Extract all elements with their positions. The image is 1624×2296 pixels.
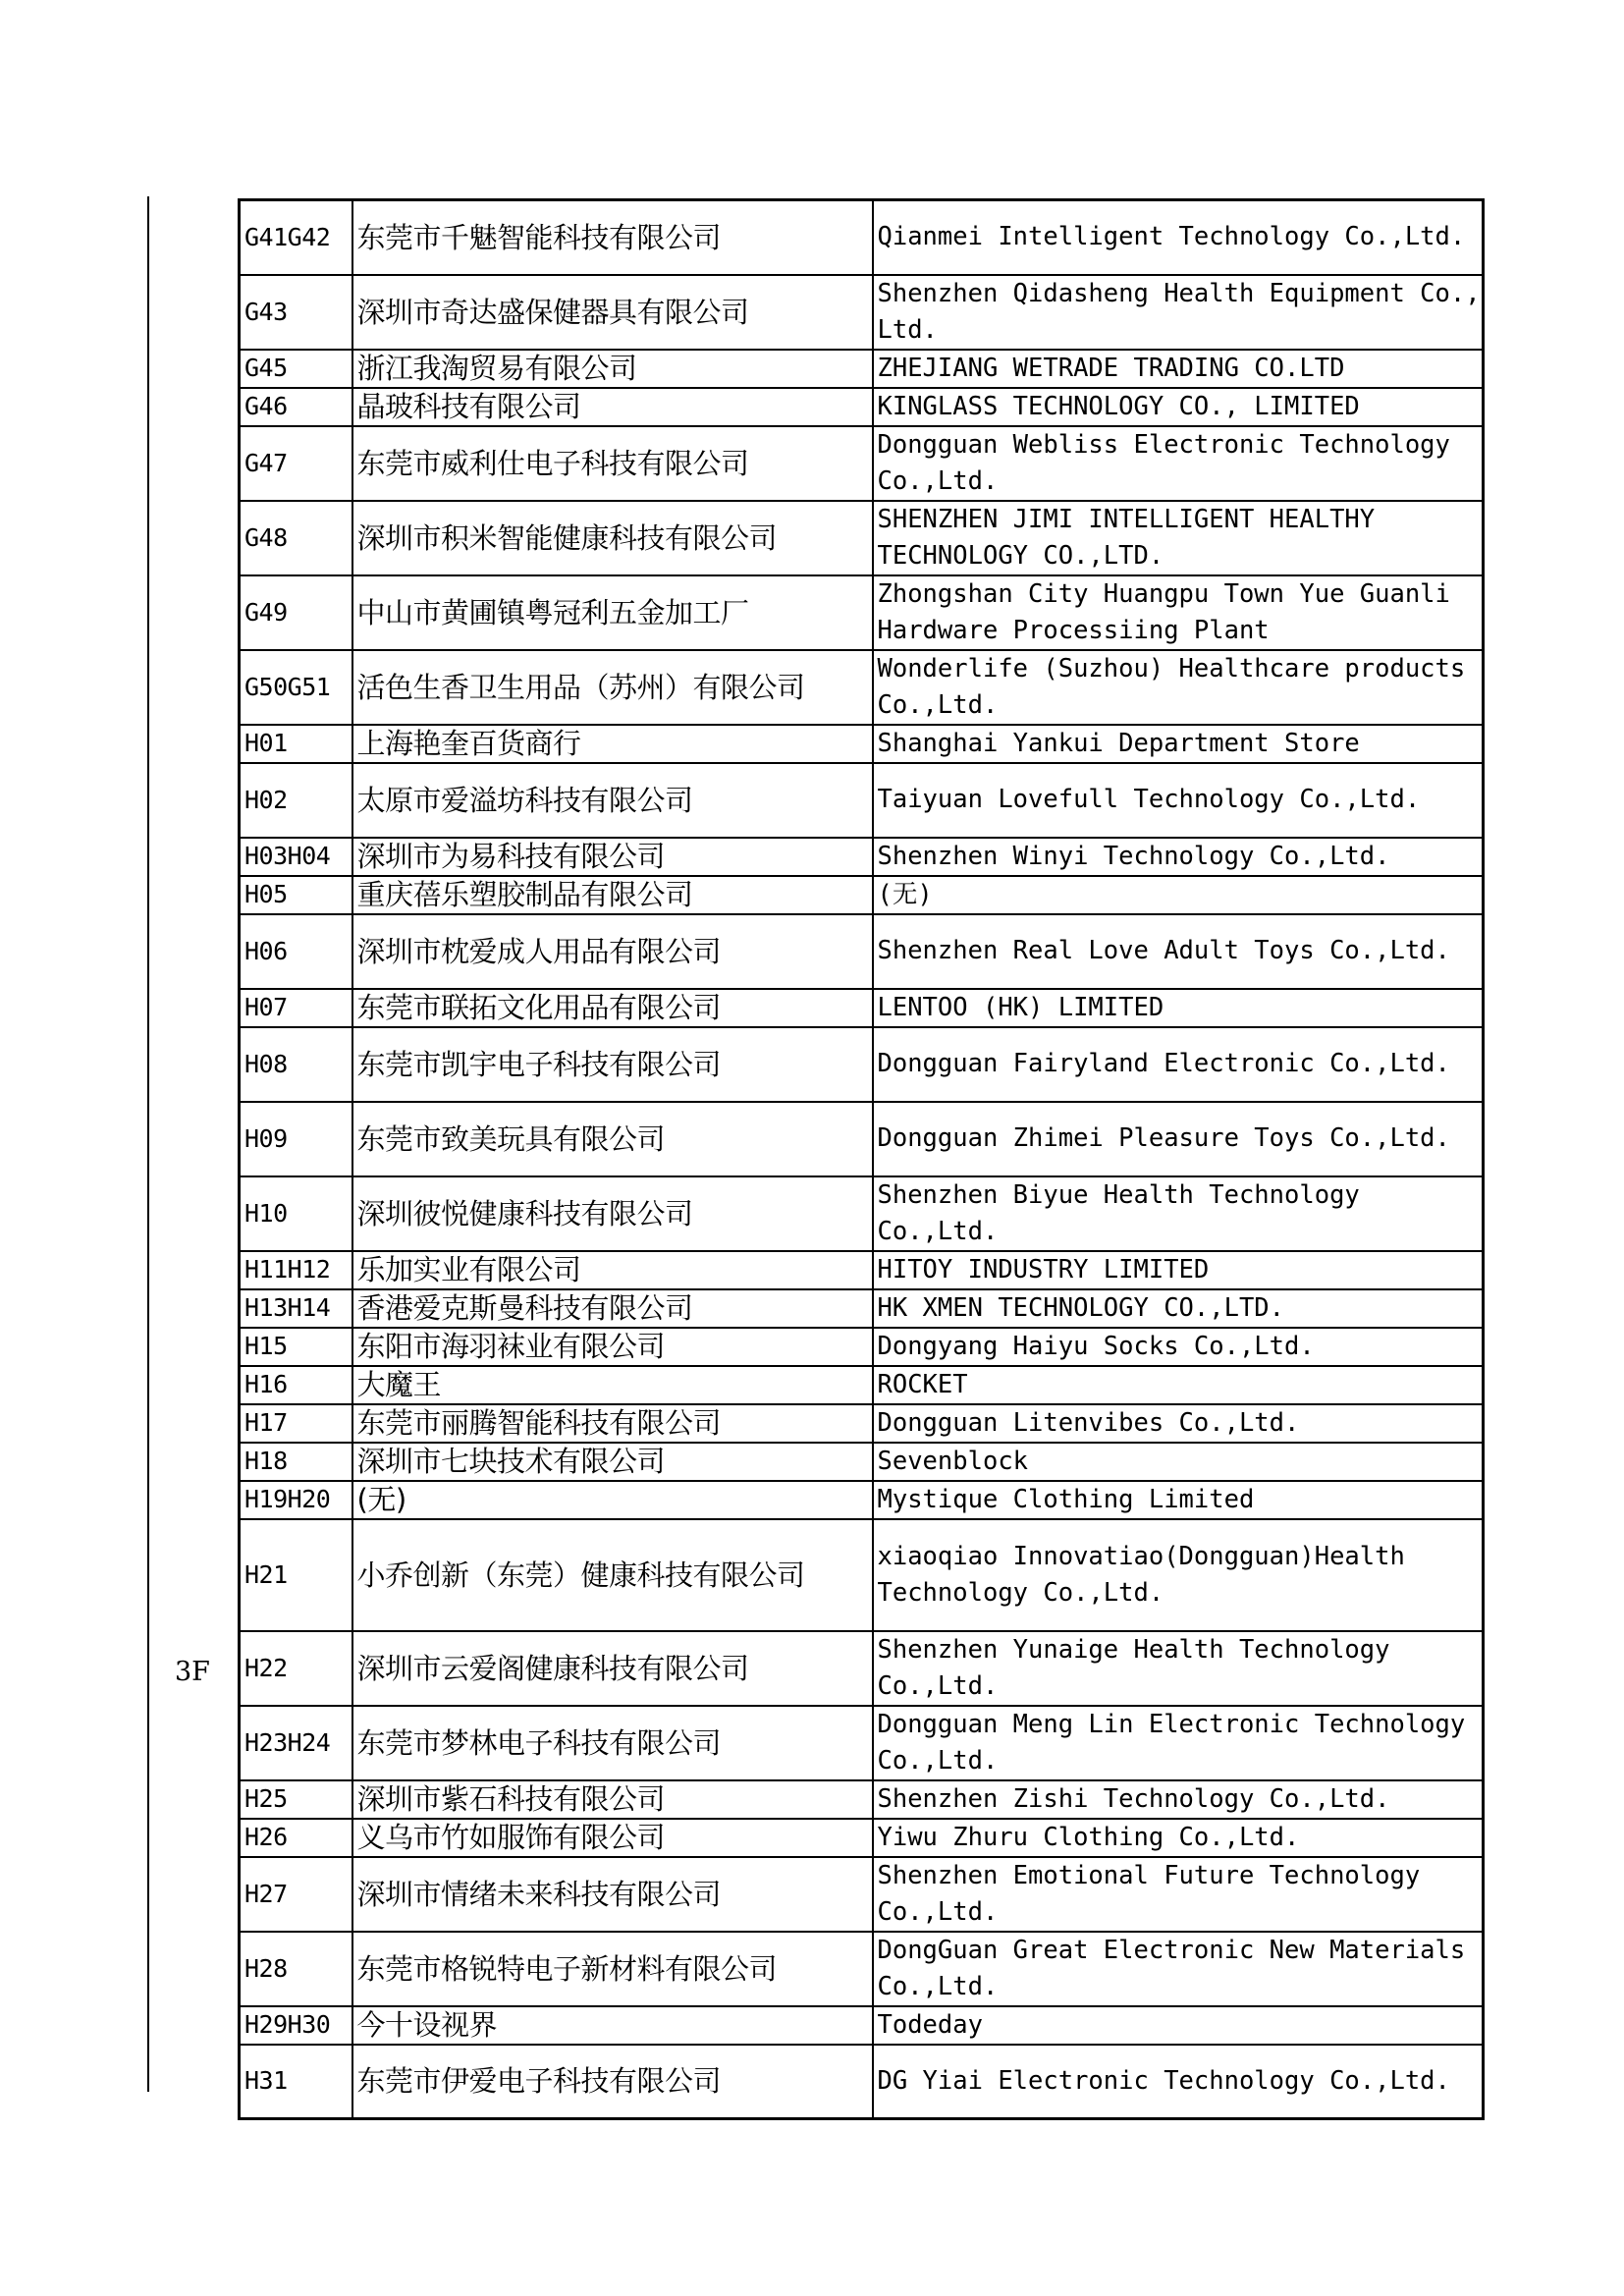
booth-number: H13H14 (240, 1289, 352, 1328)
company-name-chinese: 重庆蓓乐塑胶制品有限公司 (352, 876, 873, 914)
table-row (240, 1443, 1484, 1481)
company-name-chinese: 东莞市梦林电子科技有限公司 (352, 1706, 873, 1780)
table-row (240, 575, 1484, 650)
company-name-chinese: 今十设视界 (352, 2006, 873, 2045)
company-name-english: Dongguan Litenvibes Co.,Ltd. (873, 1404, 1484, 1443)
table-row (240, 1251, 1484, 1289)
company-name-english: Dongyang Haiyu Socks Co.,Ltd. (873, 1328, 1484, 1366)
company-name-chinese: 中山市黄圃镇粤冠利五金加工厂 (352, 575, 873, 650)
table-row (240, 1404, 1484, 1443)
booth-number: H07 (240, 989, 352, 1027)
booth-number: H10 (240, 1176, 352, 1251)
company-name-chinese: 深圳市紫石科技有限公司 (352, 1780, 873, 1819)
booth-number: H26 (240, 1819, 352, 1857)
company-name-english: Shanghai Yankui Department Store (873, 725, 1484, 763)
booth-number: H27 (240, 1857, 352, 1932)
booth-number: H29H30 (240, 2006, 352, 2045)
company-name-english: DongGuan Great Electronic New Materials Co.,Ltd. (873, 1932, 1484, 2006)
table-row (240, 1706, 1484, 1780)
company-name-english: xiaoqiao Innovatiao(Dongguan)Health Technology Co.,Ltd. (873, 1519, 1484, 1631)
company-name-english: Shenzhen Winyi Technology Co.,Ltd. (873, 838, 1484, 876)
company-name-chinese: 深圳市积米智能健康科技有限公司 (352, 501, 873, 575)
company-name-english: Dongguan Webliss Electronic Technology Co.,Ltd. (873, 426, 1484, 501)
booth-number: H01 (240, 725, 352, 763)
table-row (240, 876, 1484, 914)
company-name-chinese: 东莞市伊爱电子科技有限公司 (352, 2045, 873, 2119)
table-row (240, 838, 1484, 876)
company-name-english: HITOY INDUSTRY LIMITED (873, 1251, 1484, 1289)
company-name-english: Wonderlife (Suzhou) Healthcare products Co.,Ltd. (873, 650, 1484, 725)
table-row (240, 1481, 1484, 1519)
company-name-english: Shenzhen Yunaige Health Technology Co.,Ltd. (873, 1631, 1484, 1706)
company-name-chinese: 东莞市格锐特电子新材料有限公司 (352, 1932, 873, 2006)
company-name-chinese: 东莞市致美玩具有限公司 (352, 1102, 873, 1176)
table-row (240, 1102, 1484, 1176)
company-name-chinese: 深圳市枕爱成人用品有限公司 (352, 914, 873, 989)
company-name-chinese: 东莞市威利仕电子科技有限公司 (352, 426, 873, 501)
booth-number: H06 (240, 914, 352, 989)
company-name-chinese: 小乔创新（东莞）健康科技有限公司 (352, 1519, 873, 1631)
company-name-english: ROCKET (873, 1366, 1484, 1404)
company-name-english: Dongguan Meng Lin Electronic Technology Co.,Ltd. (873, 1706, 1484, 1780)
table-row (240, 1857, 1484, 1932)
company-name-chinese: 深圳市七块技术有限公司 (352, 1443, 873, 1481)
company-name-chinese: 深圳彼悦健康科技有限公司 (352, 1176, 873, 1251)
table-row (240, 914, 1484, 989)
booth-number: H23H24 (240, 1706, 352, 1780)
company-name-english: (无) (873, 876, 1484, 914)
booth-number: H08 (240, 1027, 352, 1102)
company-name-chinese: (无) (352, 1481, 873, 1519)
company-name-english: HK XMEN TECHNOLOGY CO.,LTD. (873, 1289, 1484, 1328)
company-name-english: Shenzhen Qidasheng Health Equipment Co., Ltd. (873, 275, 1484, 350)
table-row (240, 275, 1484, 350)
company-name-english: Dongguan Fairyland Electronic Co.,Ltd. (873, 1027, 1484, 1102)
table-row (240, 650, 1484, 725)
table-row (240, 1780, 1484, 1819)
company-name-chinese: 东莞市联拓文化用品有限公司 (352, 989, 873, 1027)
table-row (240, 1366, 1484, 1404)
booth-number: H17 (240, 1404, 352, 1443)
booth-number: G43 (240, 275, 352, 350)
company-name-english: Shenzhen Emotional Future Technology Co.,Ltd. (873, 1857, 1484, 1932)
company-name-english: Shenzhen Biyue Health Technology Co.,Ltd. (873, 1176, 1484, 1251)
company-name-english: SHENZHEN JIMI INTELLIGENT HEALTHY TECHNOLOGY CO.,LTD. (873, 501, 1484, 575)
company-name-chinese: 义乌市竹如服饰有限公司 (352, 1819, 873, 1857)
table-row (240, 2006, 1484, 2045)
company-name-chinese: 乐加实业有限公司 (352, 1251, 873, 1289)
booth-number: G48 (240, 501, 352, 575)
table-row (240, 763, 1484, 838)
booth-number: G41G42 (240, 200, 352, 275)
company-name-english: LENTOO (HK) LIMITED (873, 989, 1484, 1027)
booth-number: H28 (240, 1932, 352, 2006)
company-name-chinese: 东阳市海羽袜业有限公司 (352, 1328, 873, 1366)
booth-number: H25 (240, 1780, 352, 1819)
booth-number: G47 (240, 426, 352, 501)
company-name-english: Taiyuan Lovefull Technology Co.,Ltd. (873, 763, 1484, 838)
table-row (240, 1289, 1484, 1328)
booth-number: G46 (240, 388, 352, 426)
company-name-english: Shenzhen Zishi Technology Co.,Ltd. (873, 1780, 1484, 1819)
booth-number: H22 (240, 1631, 352, 1706)
company-name-english: KINGLASS TECHNOLOGY CO., LIMITED (873, 388, 1484, 426)
company-name-chinese: 深圳市情绪未来科技有限公司 (352, 1857, 873, 1932)
exhibitor-table-body (240, 200, 1484, 2119)
table-row (240, 1519, 1484, 1631)
booth-number: G49 (240, 575, 352, 650)
company-name-chinese: 太原市爱溢坊科技有限公司 (352, 763, 873, 838)
booth-number: H21 (240, 1519, 352, 1631)
booth-number: H15 (240, 1328, 352, 1366)
booth-number: G45 (240, 350, 352, 388)
company-name-chinese: 深圳市为易科技有限公司 (352, 838, 873, 876)
table-row (240, 426, 1484, 501)
company-name-english: Todeday (873, 2006, 1484, 2045)
company-name-chinese: 深圳市云爱阁健康科技有限公司 (352, 1631, 873, 1706)
table-row (240, 2045, 1484, 2119)
company-name-chinese: 晶玻科技有限公司 (352, 388, 873, 426)
booth-number: H18 (240, 1443, 352, 1481)
company-name-english: Sevenblock (873, 1443, 1484, 1481)
booth-number: H19H20 (240, 1481, 352, 1519)
company-name-chinese: 上海艳奎百货商行 (352, 725, 873, 763)
table-row (240, 1027, 1484, 1102)
table-row (240, 350, 1484, 388)
table-row (240, 1328, 1484, 1366)
table-row (240, 989, 1484, 1027)
floor-label: 3F (175, 1657, 210, 1687)
company-name-chinese: 大魔王 (352, 1366, 873, 1404)
company-name-chinese: 活色生香卫生用品（苏州）有限公司 (352, 650, 873, 725)
company-name-english: Shenzhen Real Love Adult Toys Co.,Ltd. (873, 914, 1484, 989)
company-name-english: Qianmei Intelligent Technology Co.,Ltd. (873, 200, 1484, 275)
booth-number: H09 (240, 1102, 352, 1176)
table-row (240, 1932, 1484, 2006)
table-row (240, 1631, 1484, 1706)
table-row (240, 1819, 1484, 1857)
table-row (240, 725, 1484, 763)
booth-number: H31 (240, 2045, 352, 2119)
booth-number: G50G51 (240, 650, 352, 725)
booth-number: H11H12 (240, 1251, 352, 1289)
table-row (240, 501, 1484, 575)
company-name-chinese: 东莞市凯宇电子科技有限公司 (352, 1027, 873, 1102)
company-name-english: Mystique Clothing Limited (873, 1481, 1484, 1519)
table-row (240, 1176, 1484, 1251)
company-name-chinese: 深圳市奇达盛保健器具有限公司 (352, 275, 873, 350)
company-name-chinese: 浙江我淘贸易有限公司 (352, 350, 873, 388)
exhibitor-table (238, 198, 1485, 2120)
company-name-english: ZHEJIANG WETRADE TRADING CO.LTD (873, 350, 1484, 388)
booth-number: H05 (240, 876, 352, 914)
booth-number: H02 (240, 763, 352, 838)
table-row (240, 388, 1484, 426)
company-name-english: DG Yiai Electronic Technology Co.,Ltd. (873, 2045, 1484, 2119)
company-name-english: Yiwu Zhuru Clothing Co.,Ltd. (873, 1819, 1484, 1857)
booth-number: H03H04 (240, 838, 352, 876)
company-name-english: Zhongshan City Huangpu Town Yue Guanli Hardware Processiing Plant (873, 575, 1484, 650)
company-name-chinese: 东莞市千魅智能科技有限公司 (352, 200, 873, 275)
floor-column-border (147, 196, 149, 2092)
booth-number: H16 (240, 1366, 352, 1404)
company-name-english: Dongguan Zhimei Pleasure Toys Co.,Ltd. (873, 1102, 1484, 1176)
table-row (240, 200, 1484, 275)
company-name-chinese: 东莞市丽腾智能科技有限公司 (352, 1404, 873, 1443)
company-name-chinese: 香港爱克斯曼科技有限公司 (352, 1289, 873, 1328)
